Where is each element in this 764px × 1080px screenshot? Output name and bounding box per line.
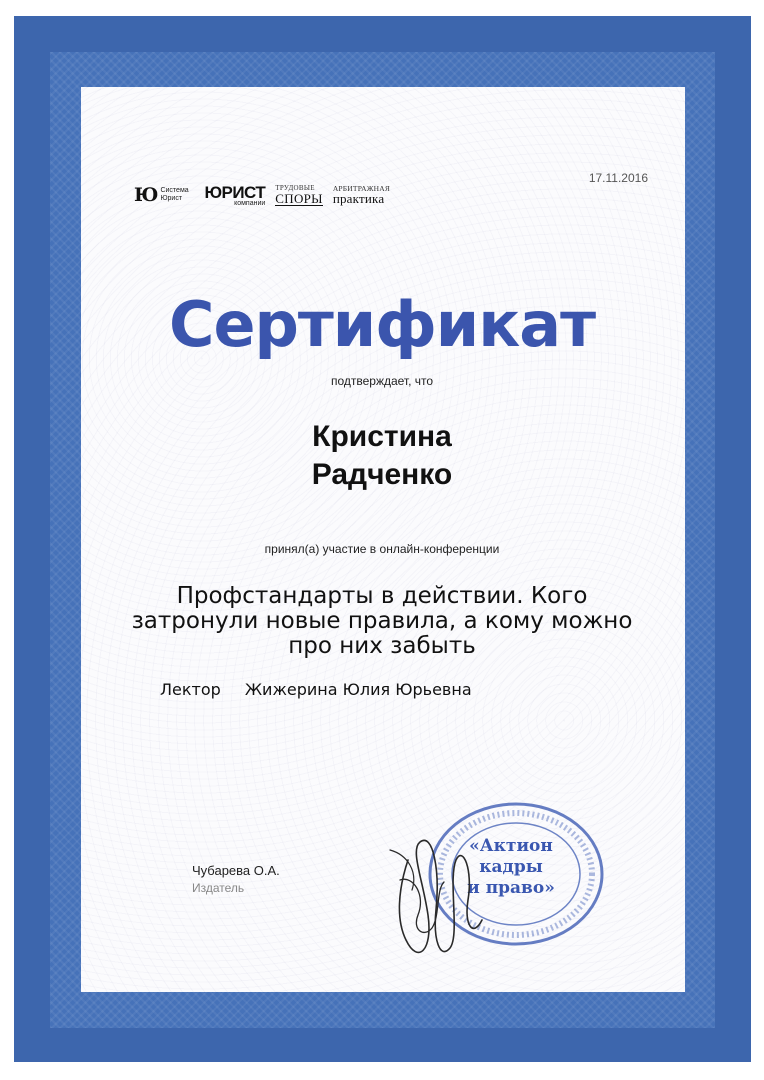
signature	[378, 820, 498, 970]
yurist-kompanii-logo	[204, 184, 265, 207]
participation-text: принял(а) участие в онлайн-конференции	[264, 542, 500, 556]
trudovye-spory-top: ТРУДОВЫЕ	[275, 183, 315, 192]
trudovye-spory-main: СПОРЫ	[275, 190, 323, 206]
publisher-name: Чубарева О.А.	[192, 863, 280, 878]
publisher-logos	[134, 180, 390, 210]
yurist-kompanii-main: ЮРИСТ	[204, 182, 266, 202]
issue-date: 17.11.2016	[588, 171, 648, 185]
yurist-kompanii-sub: компании	[234, 199, 266, 207]
recipient-first-name: Кристина	[312, 420, 452, 453]
stamp-line-1: «Актион	[469, 836, 553, 856]
trudovye-spory-logo	[275, 185, 323, 206]
sistema-yurist-text: Система Юрист	[160, 187, 189, 202]
publisher-role: Издатель	[192, 881, 245, 895]
confirms-text: подтверждает, что	[330, 374, 434, 388]
stamp-line-3: и право»	[467, 878, 555, 898]
arbitrazhnaya-praktika-logo	[333, 185, 390, 206]
conference-title: Профстандарты в действии. Кого затронули новые правила, а кому можно про них забыть	[131, 583, 633, 659]
stamp-line-2: кадры	[479, 857, 543, 877]
recipient-name	[0, 418, 764, 494]
arbitrazhnaya-praktika-main: практика	[332, 191, 385, 207]
arbitrazhnaya-praktika-top: АРБИТРАЖНАЯ	[332, 183, 391, 193]
recipient-last-name: Радченко	[311, 458, 453, 491]
sistema-yurist-mark: Ю	[134, 184, 158, 206]
lecturer-label: Лектор	[160, 680, 221, 699]
certificate-title: Сертификат	[168, 288, 596, 361]
publisher-block	[192, 863, 280, 895]
lecturer-name: Жижерина Юлия Юрьевна	[244, 680, 472, 699]
lecturer-line	[160, 680, 472, 699]
sistema-yurist-logo	[134, 184, 194, 206]
